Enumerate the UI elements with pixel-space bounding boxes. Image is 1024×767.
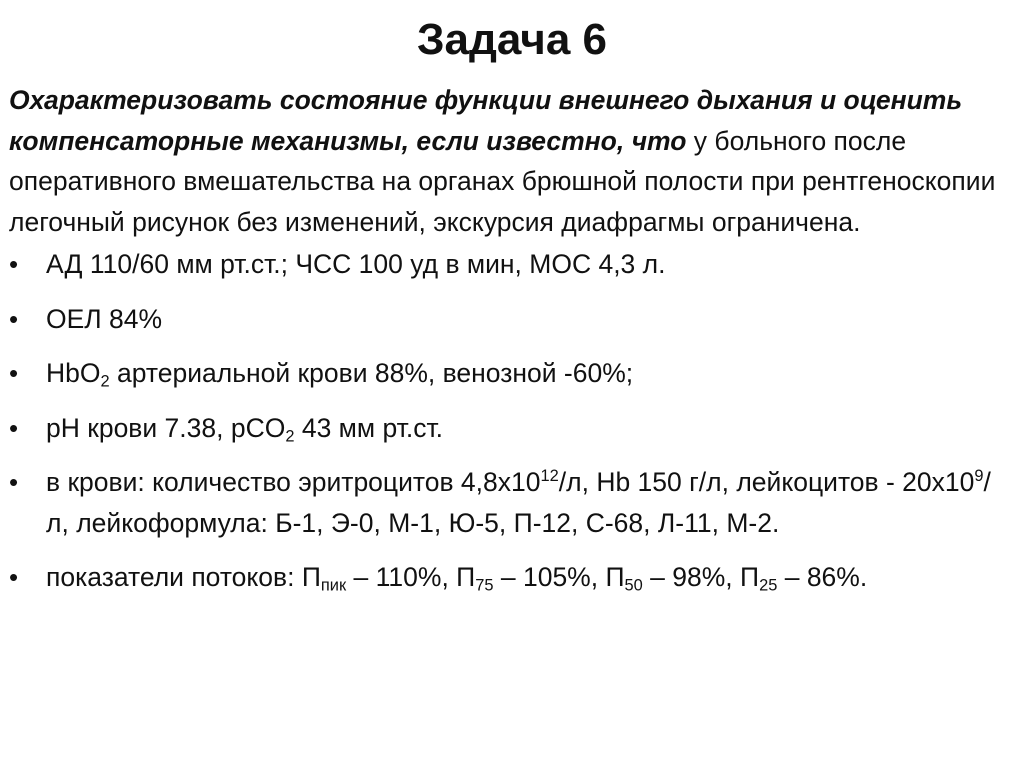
list-item-flows bbox=[9, 557, 1009, 598]
flows-label: показатели потоков: П bbox=[46, 562, 321, 592]
hbo2-label: HbO bbox=[46, 358, 101, 388]
pco2-subscript: 2 bbox=[285, 427, 295, 446]
ph-pco2-label: pH крови 7.38, pCO bbox=[46, 412, 286, 443]
pco2-value: 43 мм рт.ст. bbox=[294, 412, 444, 443]
flow-25-value: – 86%. bbox=[777, 562, 868, 592]
flow-75-value: – 105%, П bbox=[493, 562, 625, 592]
flow-75-subscript: 75 bbox=[475, 576, 494, 595]
list-item-ph bbox=[9, 408, 1009, 449]
blood-leukoformula: /л, лейкоформула: Б-1, Э-0, М-1, Ю-5, П-12, С-68, Л-11, М-2. bbox=[46, 467, 991, 538]
flow-peak-subscript: пик bbox=[320, 576, 347, 595]
slide-content bbox=[9, 80, 1009, 612]
slide-title: Задача 6 bbox=[416, 15, 608, 64]
leukocytes-exponent: 9 bbox=[974, 466, 984, 485]
list-item-hbo2 bbox=[9, 353, 1009, 394]
erythrocytes-exponent: 12 bbox=[540, 466, 559, 485]
hbo2-values: артериальной крови 88%, венозной -60%; bbox=[109, 358, 634, 388]
blood-erythrocytes: в крови: количество эритроцитов 4,8х10 bbox=[46, 467, 541, 497]
task-intro-text: у больного после оперативного вмешательства на органах брюшной полости при рентгеноскопии легочный рисунок без изменений, экскурсия диафрагмы ограничена. bbox=[9, 125, 996, 237]
flow-50-subscript: 50 bbox=[624, 576, 643, 595]
list-item-hemodynamics bbox=[9, 244, 1009, 285]
hemodynamics-text: АД 110/60 мм рт.ст.; ЧСС 100 уд в мин, МОС 4,3 л. bbox=[46, 249, 666, 279]
tlc-text: ОЕЛ 84% bbox=[46, 303, 163, 334]
task-intro-emphasis: Охарактеризовать состояние функции внешнего дыхания и оценить компенсаторные механизмы, если известно, что bbox=[9, 85, 963, 156]
blood-hb-leukocytes: /л, Hb 150 г/л, лейкоцитов - 20х10 bbox=[558, 467, 975, 497]
hbo2-subscript: 2 bbox=[100, 372, 110, 391]
list-item-tlc bbox=[9, 299, 1009, 340]
findings-list bbox=[9, 244, 1009, 598]
flow-50-value: – 98%, П bbox=[642, 562, 760, 592]
list-item-blood bbox=[9, 462, 1009, 543]
task-intro bbox=[9, 80, 1009, 242]
flow-25-subscript: 25 bbox=[759, 576, 778, 595]
flow-peak-value: – 110%, П bbox=[346, 562, 476, 592]
